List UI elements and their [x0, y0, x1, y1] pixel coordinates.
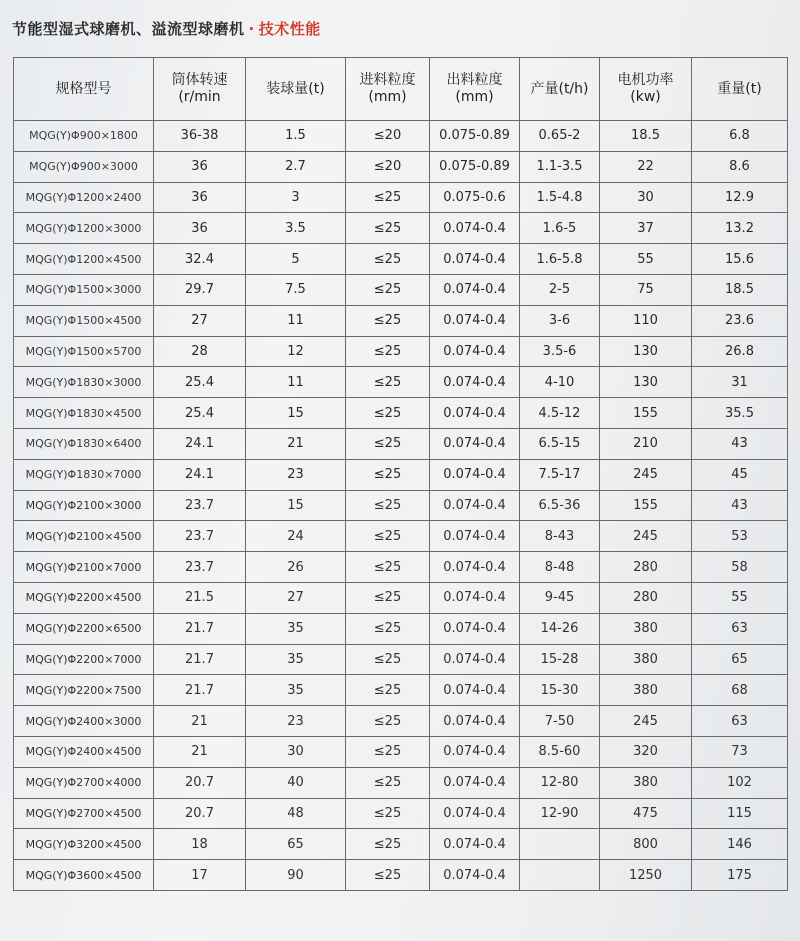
table-cell: 24.1 [154, 428, 246, 459]
table-cell: 3 [246, 182, 346, 213]
table-cell: 0.074-0.4 [430, 706, 520, 737]
table-row [14, 582, 788, 613]
table-cell: 29.7 [154, 274, 246, 305]
table-cell: 43 [692, 428, 788, 459]
table-cell: 4-10 [520, 367, 600, 398]
table-cell: 36 [154, 182, 246, 213]
column-header [520, 58, 600, 121]
table-cell: 6.8 [692, 121, 788, 152]
table-row [14, 829, 788, 860]
table-cell: 27 [246, 582, 346, 613]
table-cell [520, 860, 600, 891]
table-row [14, 860, 788, 891]
table-cell: 146 [692, 829, 788, 860]
table-cell: 155 [600, 398, 692, 429]
table-cell: 0.074-0.4 [430, 213, 520, 244]
table-cell: 14-26 [520, 613, 600, 644]
table-cell: 12.9 [692, 182, 788, 213]
table-cell: 0.074-0.4 [430, 521, 520, 552]
table-cell: 0.074-0.4 [430, 244, 520, 275]
table-cell: 21.7 [154, 675, 246, 706]
table-body [14, 121, 788, 891]
table-cell: 25.4 [154, 367, 246, 398]
model-cell: MQG(Y)Φ1200×3000 [14, 213, 154, 244]
table-cell: 1250 [600, 860, 692, 891]
table-row [14, 367, 788, 398]
table-cell: 65 [246, 829, 346, 860]
model-cell: MQG(Y)Φ2100×3000 [14, 490, 154, 521]
column-header-label: 进料粒度 [359, 72, 416, 88]
table-cell: ≤25 [346, 582, 430, 613]
model-cell: MQG(Y)Φ900×1800 [14, 121, 154, 152]
column-header-label: 装球量(t) [266, 80, 325, 97]
table-cell: 0.074-0.4 [430, 490, 520, 521]
model-cell: MQG(Y)Φ2200×6500 [14, 613, 154, 644]
column-header-label: 筒体转速 [171, 72, 228, 88]
table-cell: 22 [600, 151, 692, 182]
table-cell: 90 [246, 860, 346, 891]
model-cell: MQG(Y)Φ1200×4500 [14, 244, 154, 275]
table-row [14, 736, 788, 767]
table-cell: 18.5 [600, 121, 692, 152]
model-cell: MQG(Y)Φ2200×4500 [14, 582, 154, 613]
model-cell: MQG(Y)Φ1830×6400 [14, 428, 154, 459]
table-cell: 0.074-0.4 [430, 767, 520, 798]
column-header-label: 重量(t) [717, 80, 762, 97]
table-cell: 12 [246, 336, 346, 367]
table-row [14, 121, 788, 152]
table-cell: 27 [154, 305, 246, 336]
table-cell: 7.5-17 [520, 459, 600, 490]
table-cell: 0.074-0.4 [430, 367, 520, 398]
table-cell: 37 [600, 213, 692, 244]
table-cell: ≤25 [346, 798, 430, 829]
model-cell: MQG(Y)Φ1830×4500 [14, 398, 154, 429]
table-cell: 130 [600, 336, 692, 367]
column-header-label: 产量(t/h) [530, 80, 589, 97]
table-row [14, 644, 788, 675]
table-cell: 380 [600, 767, 692, 798]
table-cell: 3.5-6 [520, 336, 600, 367]
table-cell: 32.4 [154, 244, 246, 275]
table-cell: 2.7 [246, 151, 346, 182]
model-cell: MQG(Y)Φ2100×7000 [14, 552, 154, 583]
table-cell: ≤25 [346, 860, 430, 891]
table-cell: 0.074-0.4 [430, 860, 520, 891]
table-cell: 0.074-0.4 [430, 398, 520, 429]
table-cell: 55 [600, 244, 692, 275]
table-cell: ≤25 [346, 398, 430, 429]
table-cell: 0.074-0.4 [430, 305, 520, 336]
table-cell: 21 [246, 428, 346, 459]
table-cell: ≤25 [346, 613, 430, 644]
table-cell: 475 [600, 798, 692, 829]
column-header-label: 电机功率 [617, 72, 674, 88]
column-header [692, 58, 788, 121]
table-cell: 110 [600, 305, 692, 336]
table-row [14, 706, 788, 737]
table-row [14, 767, 788, 798]
table-cell: 245 [600, 521, 692, 552]
table-cell: 35 [246, 613, 346, 644]
table-cell: 8-43 [520, 521, 600, 552]
model-cell: MQG(Y)Φ2100×4500 [14, 521, 154, 552]
table-cell: 380 [600, 675, 692, 706]
table-cell: ≤20 [346, 121, 430, 152]
table-cell: 1.1-3.5 [520, 151, 600, 182]
table-cell: 63 [692, 613, 788, 644]
column-header-unit: (kw) [630, 89, 661, 105]
table-cell: 1.6-5 [520, 213, 600, 244]
table-cell: ≤25 [346, 767, 430, 798]
table-row [14, 521, 788, 552]
column-header [154, 58, 246, 121]
table-cell: 8.6 [692, 151, 788, 182]
table-cell: 1.5-4.8 [520, 182, 600, 213]
heading-separator: · [248, 20, 255, 38]
model-cell: MQG(Y)Φ2200×7000 [14, 644, 154, 675]
table-cell: 0.074-0.4 [430, 798, 520, 829]
table-cell: 45 [692, 459, 788, 490]
table-cell: 380 [600, 613, 692, 644]
table-cell: 18 [154, 829, 246, 860]
model-cell: MQG(Y)Φ1500×4500 [14, 305, 154, 336]
table-cell: 8-48 [520, 552, 600, 583]
table-row [14, 213, 788, 244]
table-cell: ≤25 [346, 736, 430, 767]
table-cell: 20.7 [154, 767, 246, 798]
table-cell: ≤25 [346, 367, 430, 398]
table-cell: ≤25 [346, 644, 430, 675]
table-cell: 68 [692, 675, 788, 706]
table-cell: 58 [692, 552, 788, 583]
model-cell: MQG(Y)Φ1830×3000 [14, 367, 154, 398]
table-cell: 0.074-0.4 [430, 644, 520, 675]
table-cell: 35.5 [692, 398, 788, 429]
heading-accent: 技术性能 [258, 20, 321, 38]
table-cell: 0.074-0.4 [430, 582, 520, 613]
column-header-unit: (r/min [178, 89, 221, 105]
column-header [600, 58, 692, 121]
table-cell: 800 [600, 829, 692, 860]
table-cell: 21.7 [154, 644, 246, 675]
table-cell: 7.5 [246, 274, 346, 305]
table-cell: 0.074-0.4 [430, 675, 520, 706]
table-cell: ≤25 [346, 552, 430, 583]
table-cell: 15-30 [520, 675, 600, 706]
table-cell: 8.5-60 [520, 736, 600, 767]
table-cell: 280 [600, 582, 692, 613]
table-cell: 175 [692, 860, 788, 891]
table-cell: ≤25 [346, 213, 430, 244]
table-row [14, 244, 788, 275]
table-cell: 102 [692, 767, 788, 798]
table-cell: 65 [692, 644, 788, 675]
model-cell: MQG(Y)Φ1500×5700 [14, 336, 154, 367]
table-cell: 0.074-0.4 [430, 336, 520, 367]
table-cell: 0.074-0.4 [430, 829, 520, 860]
table-cell: 380 [600, 644, 692, 675]
table-cell: 280 [600, 552, 692, 583]
table-cell: 21 [154, 706, 246, 737]
table-row [14, 305, 788, 336]
table-cell: 15 [246, 398, 346, 429]
table-cell: 30 [246, 736, 346, 767]
table-row [14, 274, 788, 305]
table-cell: 23 [246, 706, 346, 737]
model-cell: MQG(Y)Φ2400×4500 [14, 736, 154, 767]
spec-table [13, 57, 788, 891]
column-header-unit: (mm) [455, 89, 494, 105]
column-header-label: 出料粒度 [446, 72, 503, 88]
table-cell: 24 [246, 521, 346, 552]
model-cell: MQG(Y)Φ1830×7000 [14, 459, 154, 490]
column-header-unit: (mm) [368, 89, 407, 105]
column-header [346, 58, 430, 121]
table-cell: 55 [692, 582, 788, 613]
table-cell: 48 [246, 798, 346, 829]
table-cell: 0.074-0.4 [430, 459, 520, 490]
table-cell: 130 [600, 367, 692, 398]
table-row [14, 798, 788, 829]
model-cell: MQG(Y)Φ2400×3000 [14, 706, 154, 737]
table-cell: 11 [246, 367, 346, 398]
table-cell: 5 [246, 244, 346, 275]
table-row [14, 151, 788, 182]
table-cell: 17 [154, 860, 246, 891]
model-cell: MQG(Y)Φ1200×2400 [14, 182, 154, 213]
table-row [14, 398, 788, 429]
table-cell: 0.074-0.4 [430, 736, 520, 767]
table-cell: 20.7 [154, 798, 246, 829]
table-cell: 11 [246, 305, 346, 336]
table-cell: 21.7 [154, 613, 246, 644]
table-cell: ≤20 [346, 151, 430, 182]
table-cell: 23.7 [154, 552, 246, 583]
table-header-row [14, 58, 788, 121]
table-cell: 3-6 [520, 305, 600, 336]
table-row [14, 552, 788, 583]
table-cell: 30 [600, 182, 692, 213]
table-cell: 23.7 [154, 521, 246, 552]
table-cell: 12-90 [520, 798, 600, 829]
page-heading [12, 18, 321, 39]
table-row [14, 613, 788, 644]
table-cell: 0.074-0.4 [430, 428, 520, 459]
model-cell: MQG(Y)Φ3200×4500 [14, 829, 154, 860]
table-cell: ≤25 [346, 521, 430, 552]
table-cell: 0.074-0.4 [430, 274, 520, 305]
table-cell: ≤25 [346, 428, 430, 459]
table-cell: 9-45 [520, 582, 600, 613]
table-cell: 1.6-5.8 [520, 244, 600, 275]
table-cell: 320 [600, 736, 692, 767]
table-cell: 3.5 [246, 213, 346, 244]
table-cell: ≤25 [346, 336, 430, 367]
table-cell: 6.5-15 [520, 428, 600, 459]
model-cell: MQG(Y)Φ2200×7500 [14, 675, 154, 706]
table-cell: 0.075-0.6 [430, 182, 520, 213]
table-cell: 21 [154, 736, 246, 767]
table-row [14, 459, 788, 490]
table-cell: 0.075-0.89 [430, 151, 520, 182]
table-cell: ≤25 [346, 490, 430, 521]
table-cell: 31 [692, 367, 788, 398]
model-cell: MQG(Y)Φ1500×3000 [14, 274, 154, 305]
table-cell: 0.075-0.89 [430, 121, 520, 152]
table-cell: ≤25 [346, 274, 430, 305]
table-cell: 15.6 [692, 244, 788, 275]
table-cell [520, 829, 600, 860]
table-cell: 24.1 [154, 459, 246, 490]
model-cell: MQG(Y)Φ2700×4000 [14, 767, 154, 798]
table-cell: 21.5 [154, 582, 246, 613]
model-cell: MQG(Y)Φ2700×4500 [14, 798, 154, 829]
table-cell: 18.5 [692, 274, 788, 305]
table-row [14, 428, 788, 459]
model-cell: MQG(Y)Φ900×3000 [14, 151, 154, 182]
table-cell: 155 [600, 490, 692, 521]
table-row [14, 182, 788, 213]
table-cell: 0.074-0.4 [430, 613, 520, 644]
table-cell: 7-50 [520, 706, 600, 737]
table-cell: ≤25 [346, 244, 430, 275]
table-cell: 4.5-12 [520, 398, 600, 429]
column-header [246, 58, 346, 121]
table-cell: ≤25 [346, 459, 430, 490]
table-cell: 26.8 [692, 336, 788, 367]
table-cell: 12-80 [520, 767, 600, 798]
table-cell: 36-38 [154, 121, 246, 152]
column-header-label: 规格型号 [55, 80, 112, 97]
table-cell: ≤25 [346, 675, 430, 706]
table-cell: 6.5-36 [520, 490, 600, 521]
table-cell: 115 [692, 798, 788, 829]
table-cell: 210 [600, 428, 692, 459]
table-cell: 40 [246, 767, 346, 798]
table-cell: 15 [246, 490, 346, 521]
table-cell: 43 [692, 490, 788, 521]
table-cell: ≤25 [346, 182, 430, 213]
table-cell: 25.4 [154, 398, 246, 429]
table-cell: 23.6 [692, 305, 788, 336]
table-cell: 35 [246, 644, 346, 675]
table-cell: ≤25 [346, 706, 430, 737]
table-cell: ≤25 [346, 829, 430, 860]
column-header [430, 58, 520, 121]
table-cell: 36 [154, 213, 246, 244]
table-cell: 245 [600, 459, 692, 490]
column-header [14, 58, 154, 121]
heading-main: 节能型湿式球磨机、溢流型球磨机 [12, 20, 245, 38]
table-cell: 35 [246, 675, 346, 706]
table-cell: 15-28 [520, 644, 600, 675]
table-cell: 26 [246, 552, 346, 583]
table-cell: 75 [600, 274, 692, 305]
table-row [14, 675, 788, 706]
table-cell: 53 [692, 521, 788, 552]
table-cell: 28 [154, 336, 246, 367]
table-cell: 23.7 [154, 490, 246, 521]
table-cell: 1.5 [246, 121, 346, 152]
model-cell: MQG(Y)Φ3600×4500 [14, 860, 154, 891]
table-cell: 0.65-2 [520, 121, 600, 152]
table-row [14, 490, 788, 521]
table-cell: ≤25 [346, 305, 430, 336]
table-row [14, 336, 788, 367]
table-cell: 23 [246, 459, 346, 490]
table-cell: 2-5 [520, 274, 600, 305]
table-cell: 0.074-0.4 [430, 552, 520, 583]
table-cell: 13.2 [692, 213, 788, 244]
table-cell: 36 [154, 151, 246, 182]
table-cell: 73 [692, 736, 788, 767]
table-cell: 63 [692, 706, 788, 737]
table-cell: 245 [600, 706, 692, 737]
